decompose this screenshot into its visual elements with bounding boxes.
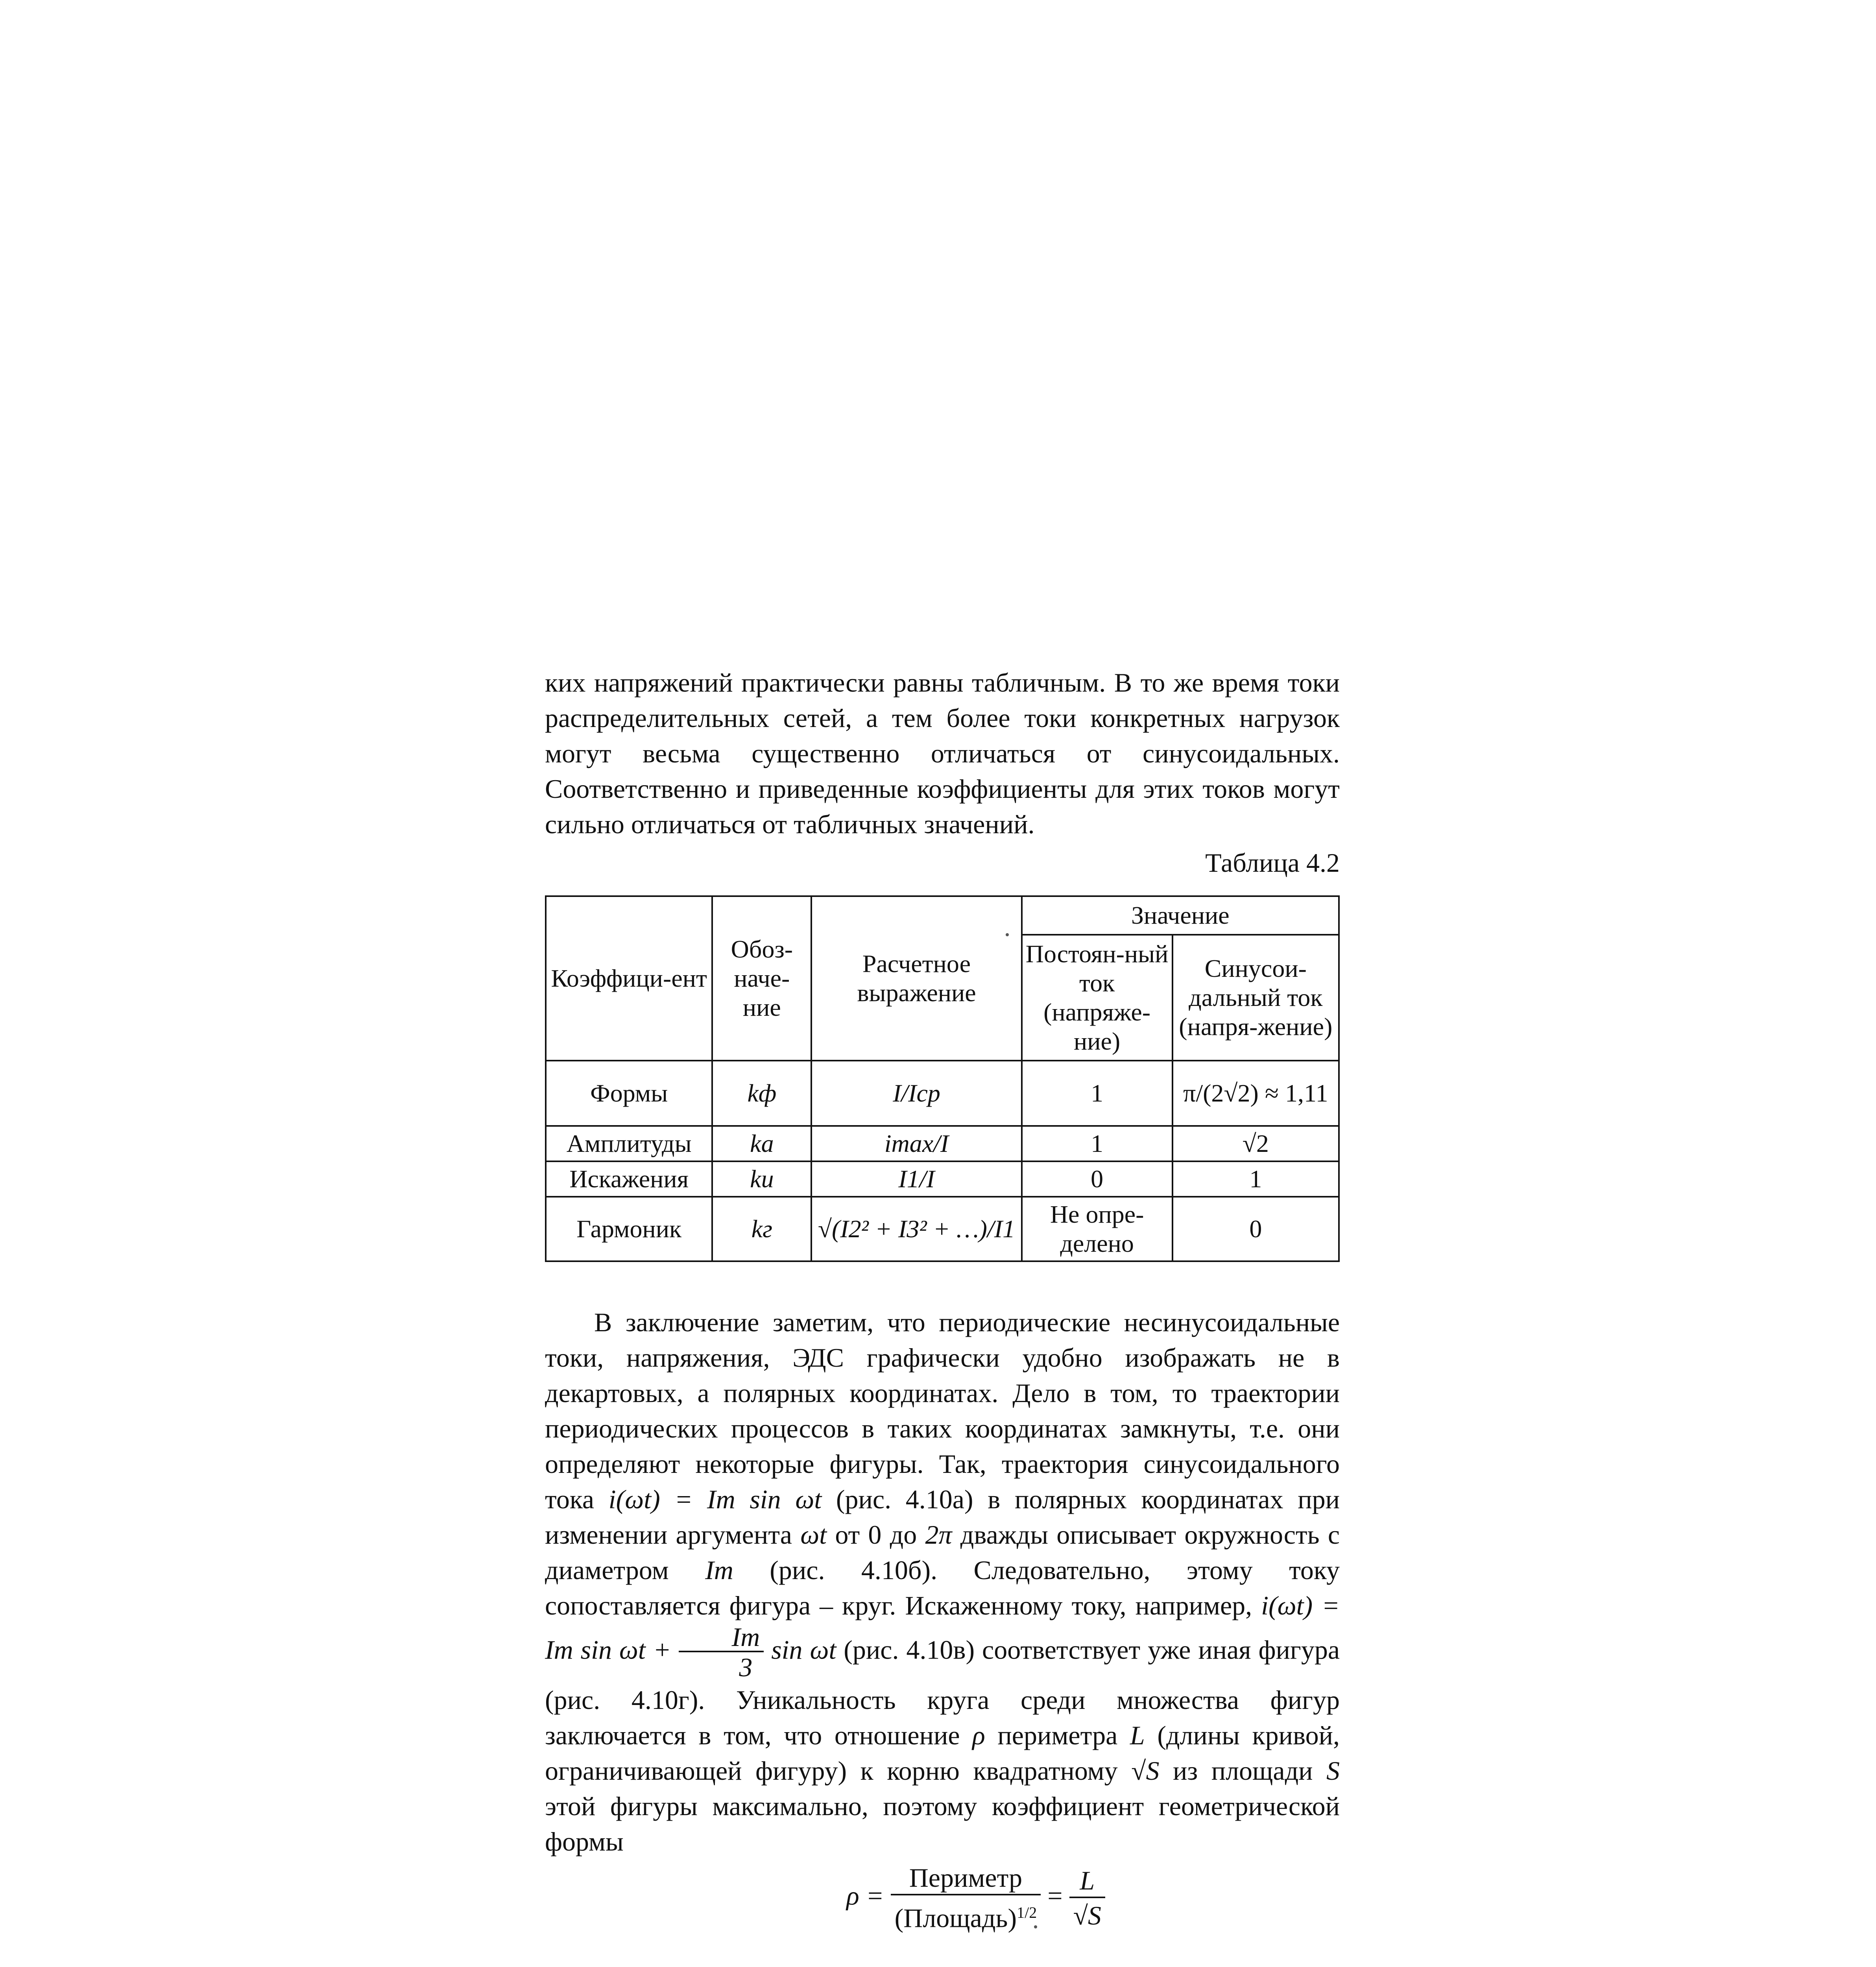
row-symbol: kа [712, 1126, 811, 1161]
row-name: Амплитуды [546, 1126, 712, 1161]
intro-paragraph: ких напряжений практически равны табличным. В то же время токи распределительных сетей, а тем более токи конкретных нагрузок могут весьма существенно отличаться от синусоидальных. Соответственно и приведенные коэффициенты для этих токов могут сильно отличаться от табличных значений. [545, 668, 1340, 839]
text-run: периметра [997, 1720, 1118, 1750]
table-caption: Таблица 4.2 [1205, 848, 1340, 878]
formula-distorted-rhs: sin ωt [771, 1635, 836, 1665]
formula-lhs: ρ = [846, 1880, 884, 1911]
row-sine: 1 [1172, 1161, 1339, 1197]
formula-distorted-lhs: i(ωt) = Im sin ωt + [545, 1591, 1340, 1665]
formula-main-fraction [891, 1862, 1041, 1936]
row-sine: 0 [1172, 1197, 1339, 1261]
formula-im: Im [705, 1555, 733, 1585]
row-sine: √2 [1172, 1126, 1339, 1161]
row-symbol: kг [712, 1197, 811, 1261]
formula-rho: ρ [972, 1720, 985, 1750]
table-row [546, 1126, 1339, 1161]
formula-S: S [1326, 1756, 1340, 1786]
denominator-exponent: 1/2 [1017, 1904, 1037, 1921]
row-dc: 0 [1022, 1161, 1172, 1197]
fraction-denominator [891, 1895, 1041, 1936]
header-expression: Расчетное выражение [811, 896, 1021, 1061]
row-expression: I1/I [811, 1161, 1021, 1197]
fraction-numerator: L [1069, 1864, 1105, 1898]
row-expression: imax/I [811, 1126, 1021, 1161]
formula-second-fraction [1069, 1864, 1105, 1933]
scan-speck [1006, 933, 1009, 936]
row-name: Искажения [546, 1161, 712, 1197]
geometric-form-formula [545, 1862, 1340, 1936]
table-row [546, 1061, 1339, 1126]
text-run: этой фигуры максимально, поэтому коэффициент геометрической формы [545, 1791, 1340, 1856]
table-row [546, 1161, 1339, 1197]
fraction-denominator: 3 [739, 1652, 753, 1682]
body-paragraph [545, 1305, 1340, 1859]
text-run: (рис. 4.10в) соответствует уже иная фигура (рис. 4.10г). Уникальность круга среди множества фигур заключается в том, что отношение [545, 1635, 1340, 1750]
row-dc: 1 [1022, 1061, 1172, 1126]
text-run: (рис. 4.10б). Следовательно, этому току сопоставляется фигура – круг. Искаженному току, например, [545, 1555, 1340, 1620]
text-run: дважды описывает окружность с диаметром [545, 1520, 1340, 1585]
header-symbol: Обоз-наче-ние [712, 896, 811, 1061]
row-dc: Не опре-делено [1022, 1197, 1172, 1261]
row-expression: √(I2² + I3² + …)/I1 [811, 1197, 1021, 1261]
text-run: (рис. 4.10а) в полярных координатах при изменении аргумента [545, 1484, 1340, 1550]
scan-speck [1034, 1925, 1037, 1928]
header-value: Значение [1022, 896, 1339, 935]
row-name: Формы [546, 1061, 712, 1126]
row-dc: 1 [1022, 1126, 1172, 1161]
denominator-text: (Площадь) [894, 1903, 1017, 1933]
row-sine: π/(2√2) ≈ 1,11 [1172, 1061, 1339, 1126]
row-name: Гармоник [546, 1197, 712, 1261]
coefficients-table [545, 895, 1340, 1262]
formula-sqrt-s: √S [1131, 1756, 1160, 1786]
row-symbol: kф [712, 1061, 811, 1126]
formula-sine-current: i(ωt) = Im sin ωt [608, 1484, 822, 1514]
formula-argument: ωt [800, 1520, 827, 1550]
formula-L: L [1130, 1720, 1145, 1750]
row-expression: I/Iср [811, 1061, 1021, 1126]
text-run: из площади [1172, 1756, 1313, 1786]
formula-two-pi: 2π [925, 1520, 952, 1550]
page-content [545, 665, 1340, 1936]
fraction-denominator: √S [1073, 1900, 1101, 1930]
row-symbol: kи [712, 1161, 811, 1197]
header-sine: Синусои-дальный ток (напря-жение) [1172, 935, 1339, 1061]
text-run: В заключение заметим, что периодические несинусоидальные токи, напряжения, ЭДС графически удобно изображать не в декартовых, а полярных координатах. Дело в том, то траектории периодических процессов в таких координатах замкнуты, т.е. они определяют некоторые фигуры. Так, траектория синусоидального тока [545, 1307, 1340, 1514]
formula-distorted-fraction [679, 1623, 764, 1682]
text-run: (длины кривой, ограничивающей фигуру) к корню квадратному [545, 1720, 1340, 1786]
table-row [546, 1197, 1339, 1261]
header-coefficient: Коэффици-ент [546, 896, 712, 1061]
fraction-numerator: Периметр [891, 1862, 1041, 1895]
fraction-numerator: Im [679, 1623, 764, 1652]
text-run: от 0 до [835, 1520, 917, 1550]
formula-equals: = [1047, 1880, 1063, 1911]
header-dc: Постоян-ный ток (напряже-ние) [1022, 935, 1172, 1061]
